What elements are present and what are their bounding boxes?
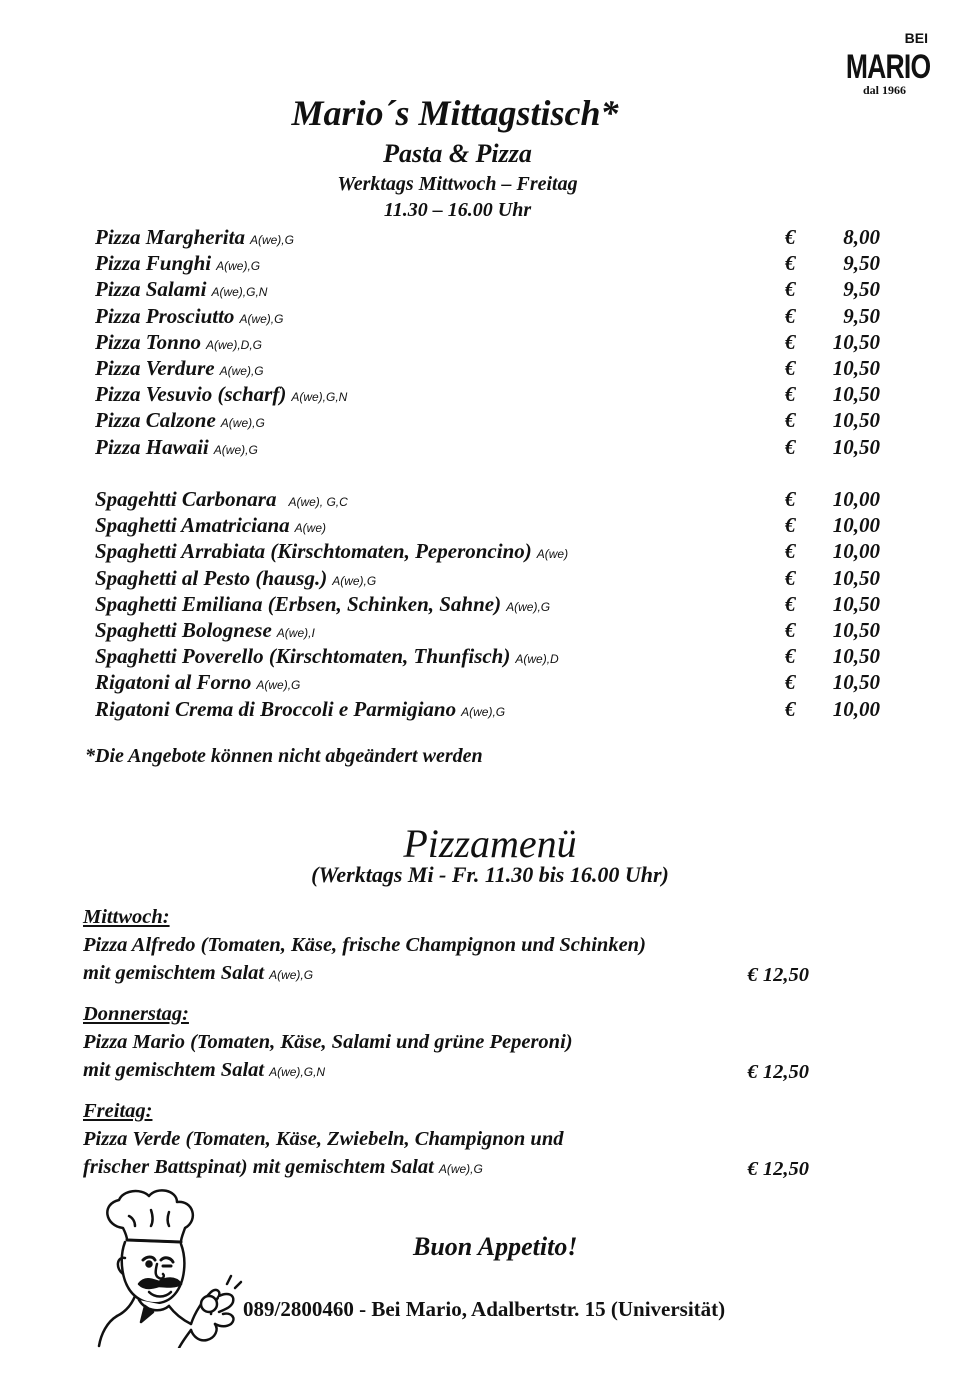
item-allergens: A(we),G bbox=[216, 259, 261, 274]
item-allergens: A(we),G bbox=[220, 416, 265, 431]
menu-hours: 11.30 – 16.00 Uhr bbox=[383, 199, 532, 221]
day-dish-line: frischer Battspinat) mit gemischtem Salat bbox=[83, 1156, 434, 1178]
item-allergens: A(we),G bbox=[269, 968, 314, 982]
menu-subtitle: Pasta & Pizza bbox=[383, 139, 532, 168]
pizzamenu-day bbox=[83, 903, 823, 989]
menu-item bbox=[95, 697, 895, 723]
day-dish-line: mit gemischtem Salat bbox=[83, 1059, 265, 1081]
item-allergens: A(we), G,C bbox=[288, 495, 348, 509]
item-name: Pizza Vesuvio (scharf) bbox=[95, 382, 287, 407]
menu-days: Werktags Mittwoch – Freitag bbox=[337, 173, 578, 195]
item-allergens: A(we),G,N bbox=[211, 285, 268, 300]
currency-symbol: € bbox=[785, 303, 796, 328]
item-price: 10,50 bbox=[832, 591, 880, 616]
item-allergens: A(we) bbox=[294, 521, 327, 536]
item-name: Spaghetti Arrabiata (Kirschtomaten, Peperoncino) bbox=[95, 539, 532, 564]
menu-item bbox=[95, 356, 895, 382]
currency-symbol: € bbox=[785, 565, 796, 590]
currency-symbol: € bbox=[785, 487, 796, 511]
item-allergens: A(we),G bbox=[332, 573, 377, 588]
day-dish-line: mit gemischtem Salat bbox=[83, 962, 265, 984]
currency-symbol: € bbox=[785, 670, 796, 695]
day-dish-line: Pizza Mario (Tomaten, Käse, Salami und grüne Peperoni) bbox=[83, 1031, 573, 1053]
item-name: Pizza Salami bbox=[95, 277, 207, 302]
contact-info: 089/2800460 - Bei Mario, Adalbertstr. 15 (Universität) bbox=[243, 1297, 726, 1321]
item-price: 10,50 bbox=[832, 382, 880, 407]
item-name: Spaghetti al Pesto (hausg.) bbox=[95, 565, 328, 590]
item-name: Pizza Tonno bbox=[95, 329, 202, 354]
menu-item bbox=[95, 408, 895, 434]
menu-item bbox=[95, 618, 895, 644]
currency-symbol: € bbox=[785, 251, 796, 276]
day-dish-line: Pizza Alfredo (Tomaten, Käse, frische Champignon und Schinken) bbox=[83, 934, 646, 956]
pizzamenu-day bbox=[83, 1000, 823, 1086]
item-price: 10,50 bbox=[832, 329, 880, 354]
item-price: 10,00 bbox=[832, 513, 880, 538]
day-price: € 12,50 bbox=[747, 964, 809, 986]
menu-title: Mario´s Mittagstisch* bbox=[291, 93, 619, 133]
currency-symbol: € bbox=[785, 277, 796, 302]
day-dish-line: Pizza Verde (Tomaten, Käse, Zwiebeln, Champignon und bbox=[83, 1128, 564, 1150]
currency-symbol: € bbox=[785, 644, 796, 669]
item-allergens: A(we),G bbox=[438, 1162, 483, 1176]
item-name: Pizza Calzone bbox=[95, 408, 216, 433]
day-price: € 12,50 bbox=[747, 1061, 809, 1083]
item-name: Spaghetti Emiliana (Erbsen, Schinken, Sahne) bbox=[95, 591, 502, 616]
item-price: 9,50 bbox=[843, 303, 880, 328]
currency-symbol: € bbox=[785, 617, 796, 642]
currency-symbol: € bbox=[785, 408, 796, 433]
item-name: Spaghetti Poverello (Kirschtomaten, Thunfisch) bbox=[95, 644, 511, 669]
day-name: Mittwoch: bbox=[83, 906, 170, 928]
pizzamenu-title: Pizzamenü bbox=[403, 821, 577, 866]
item-price: 8,00 bbox=[843, 225, 880, 249]
day-price: € 12,50 bbox=[747, 1158, 809, 1180]
day-name: Donnerstag: bbox=[83, 1003, 189, 1025]
currency-symbol: € bbox=[785, 355, 796, 380]
pizzamenu-day bbox=[83, 1097, 823, 1183]
item-name: Spaghetti Amatriciana bbox=[95, 513, 290, 538]
chef-icon bbox=[95, 1188, 245, 1348]
menu-item bbox=[95, 670, 895, 696]
menu-note: *Die Angebote können nicht abgeändert werden bbox=[85, 745, 483, 767]
item-allergens: A(we),G bbox=[506, 599, 551, 614]
item-allergens: A(we),D bbox=[515, 652, 559, 667]
menu-item bbox=[95, 251, 895, 277]
item-price: 9,50 bbox=[843, 251, 880, 276]
menu-item bbox=[95, 513, 895, 539]
item-price: 10,50 bbox=[832, 434, 880, 459]
menu-item bbox=[95, 304, 895, 330]
menu-item bbox=[95, 382, 895, 408]
menu-item bbox=[95, 566, 895, 592]
item-allergens: A(we),G bbox=[219, 363, 264, 378]
item-allergens: A(we),G bbox=[256, 678, 301, 693]
menu-item bbox=[95, 487, 895, 513]
item-allergens: A(we),G,N bbox=[269, 1065, 326, 1079]
item-price: 10,00 bbox=[832, 539, 880, 564]
currency-symbol: € bbox=[785, 591, 796, 616]
item-allergens: A(we),G,N bbox=[291, 390, 348, 405]
item-name: Spaghetti Bolognese bbox=[95, 617, 272, 642]
pasta-list bbox=[95, 487, 895, 723]
item-price: 10,00 bbox=[832, 487, 880, 511]
logo-bei: BEI bbox=[904, 30, 928, 46]
logo-since: dal 1966 bbox=[862, 83, 906, 97]
currency-symbol: € bbox=[785, 434, 796, 459]
restaurant-logo bbox=[805, 30, 930, 98]
menu-item bbox=[95, 592, 895, 618]
logo-mario: MARIO bbox=[845, 48, 930, 86]
menu-item bbox=[95, 277, 895, 303]
pizzamenu-subtitle: (Werktags Mi - Fr. 11.30 bis 16.00 Uhr) bbox=[311, 862, 669, 887]
item-price: 10,50 bbox=[832, 617, 880, 642]
item-name: Pizza Margherita bbox=[95, 225, 245, 249]
currency-symbol: € bbox=[785, 696, 796, 721]
item-name: Pizza Hawaii bbox=[95, 434, 209, 459]
item-name: Pizza Prosciutto bbox=[95, 303, 235, 328]
item-allergens: A(we),G bbox=[239, 311, 284, 326]
currency-symbol: € bbox=[785, 382, 796, 407]
item-name: Spagehtti Carbonara bbox=[95, 487, 277, 511]
item-allergens: A(we),D,G bbox=[206, 337, 263, 352]
item-name: Rigatoni al Forno bbox=[95, 670, 252, 695]
menu-item bbox=[95, 539, 895, 565]
item-name: Pizza Funghi bbox=[95, 251, 212, 276]
item-allergens: A(we),G bbox=[213, 442, 258, 457]
item-allergens: A(we),G bbox=[461, 704, 506, 719]
day-name: Freitag: bbox=[83, 1100, 153, 1122]
menu-item bbox=[95, 225, 895, 251]
pizza-list bbox=[95, 225, 895, 461]
item-price: 10,00 bbox=[832, 696, 880, 721]
greeting: Buon Appetito! bbox=[413, 1232, 578, 1261]
item-allergens: A(we) bbox=[536, 547, 569, 562]
currency-symbol: € bbox=[785, 329, 796, 354]
item-price: 10,50 bbox=[832, 644, 880, 669]
item-name: Pizza Verdure bbox=[95, 355, 215, 380]
menu-item bbox=[95, 435, 895, 461]
item-allergens: A(we),I bbox=[276, 625, 315, 640]
item-price: 10,50 bbox=[832, 408, 880, 433]
menu-item bbox=[95, 330, 895, 356]
currency-symbol: € bbox=[785, 225, 796, 249]
currency-symbol: € bbox=[785, 539, 796, 564]
menu-item bbox=[95, 644, 895, 670]
item-price: 9,50 bbox=[843, 277, 880, 302]
item-price: 10,50 bbox=[832, 565, 880, 590]
item-price: 10,50 bbox=[832, 670, 880, 695]
item-price: 10,50 bbox=[832, 355, 880, 380]
item-allergens: A(we),G bbox=[249, 233, 294, 247]
currency-symbol: € bbox=[785, 513, 796, 538]
item-name: Rigatoni Crema di Broccoli e Parmigiano bbox=[95, 696, 457, 721]
